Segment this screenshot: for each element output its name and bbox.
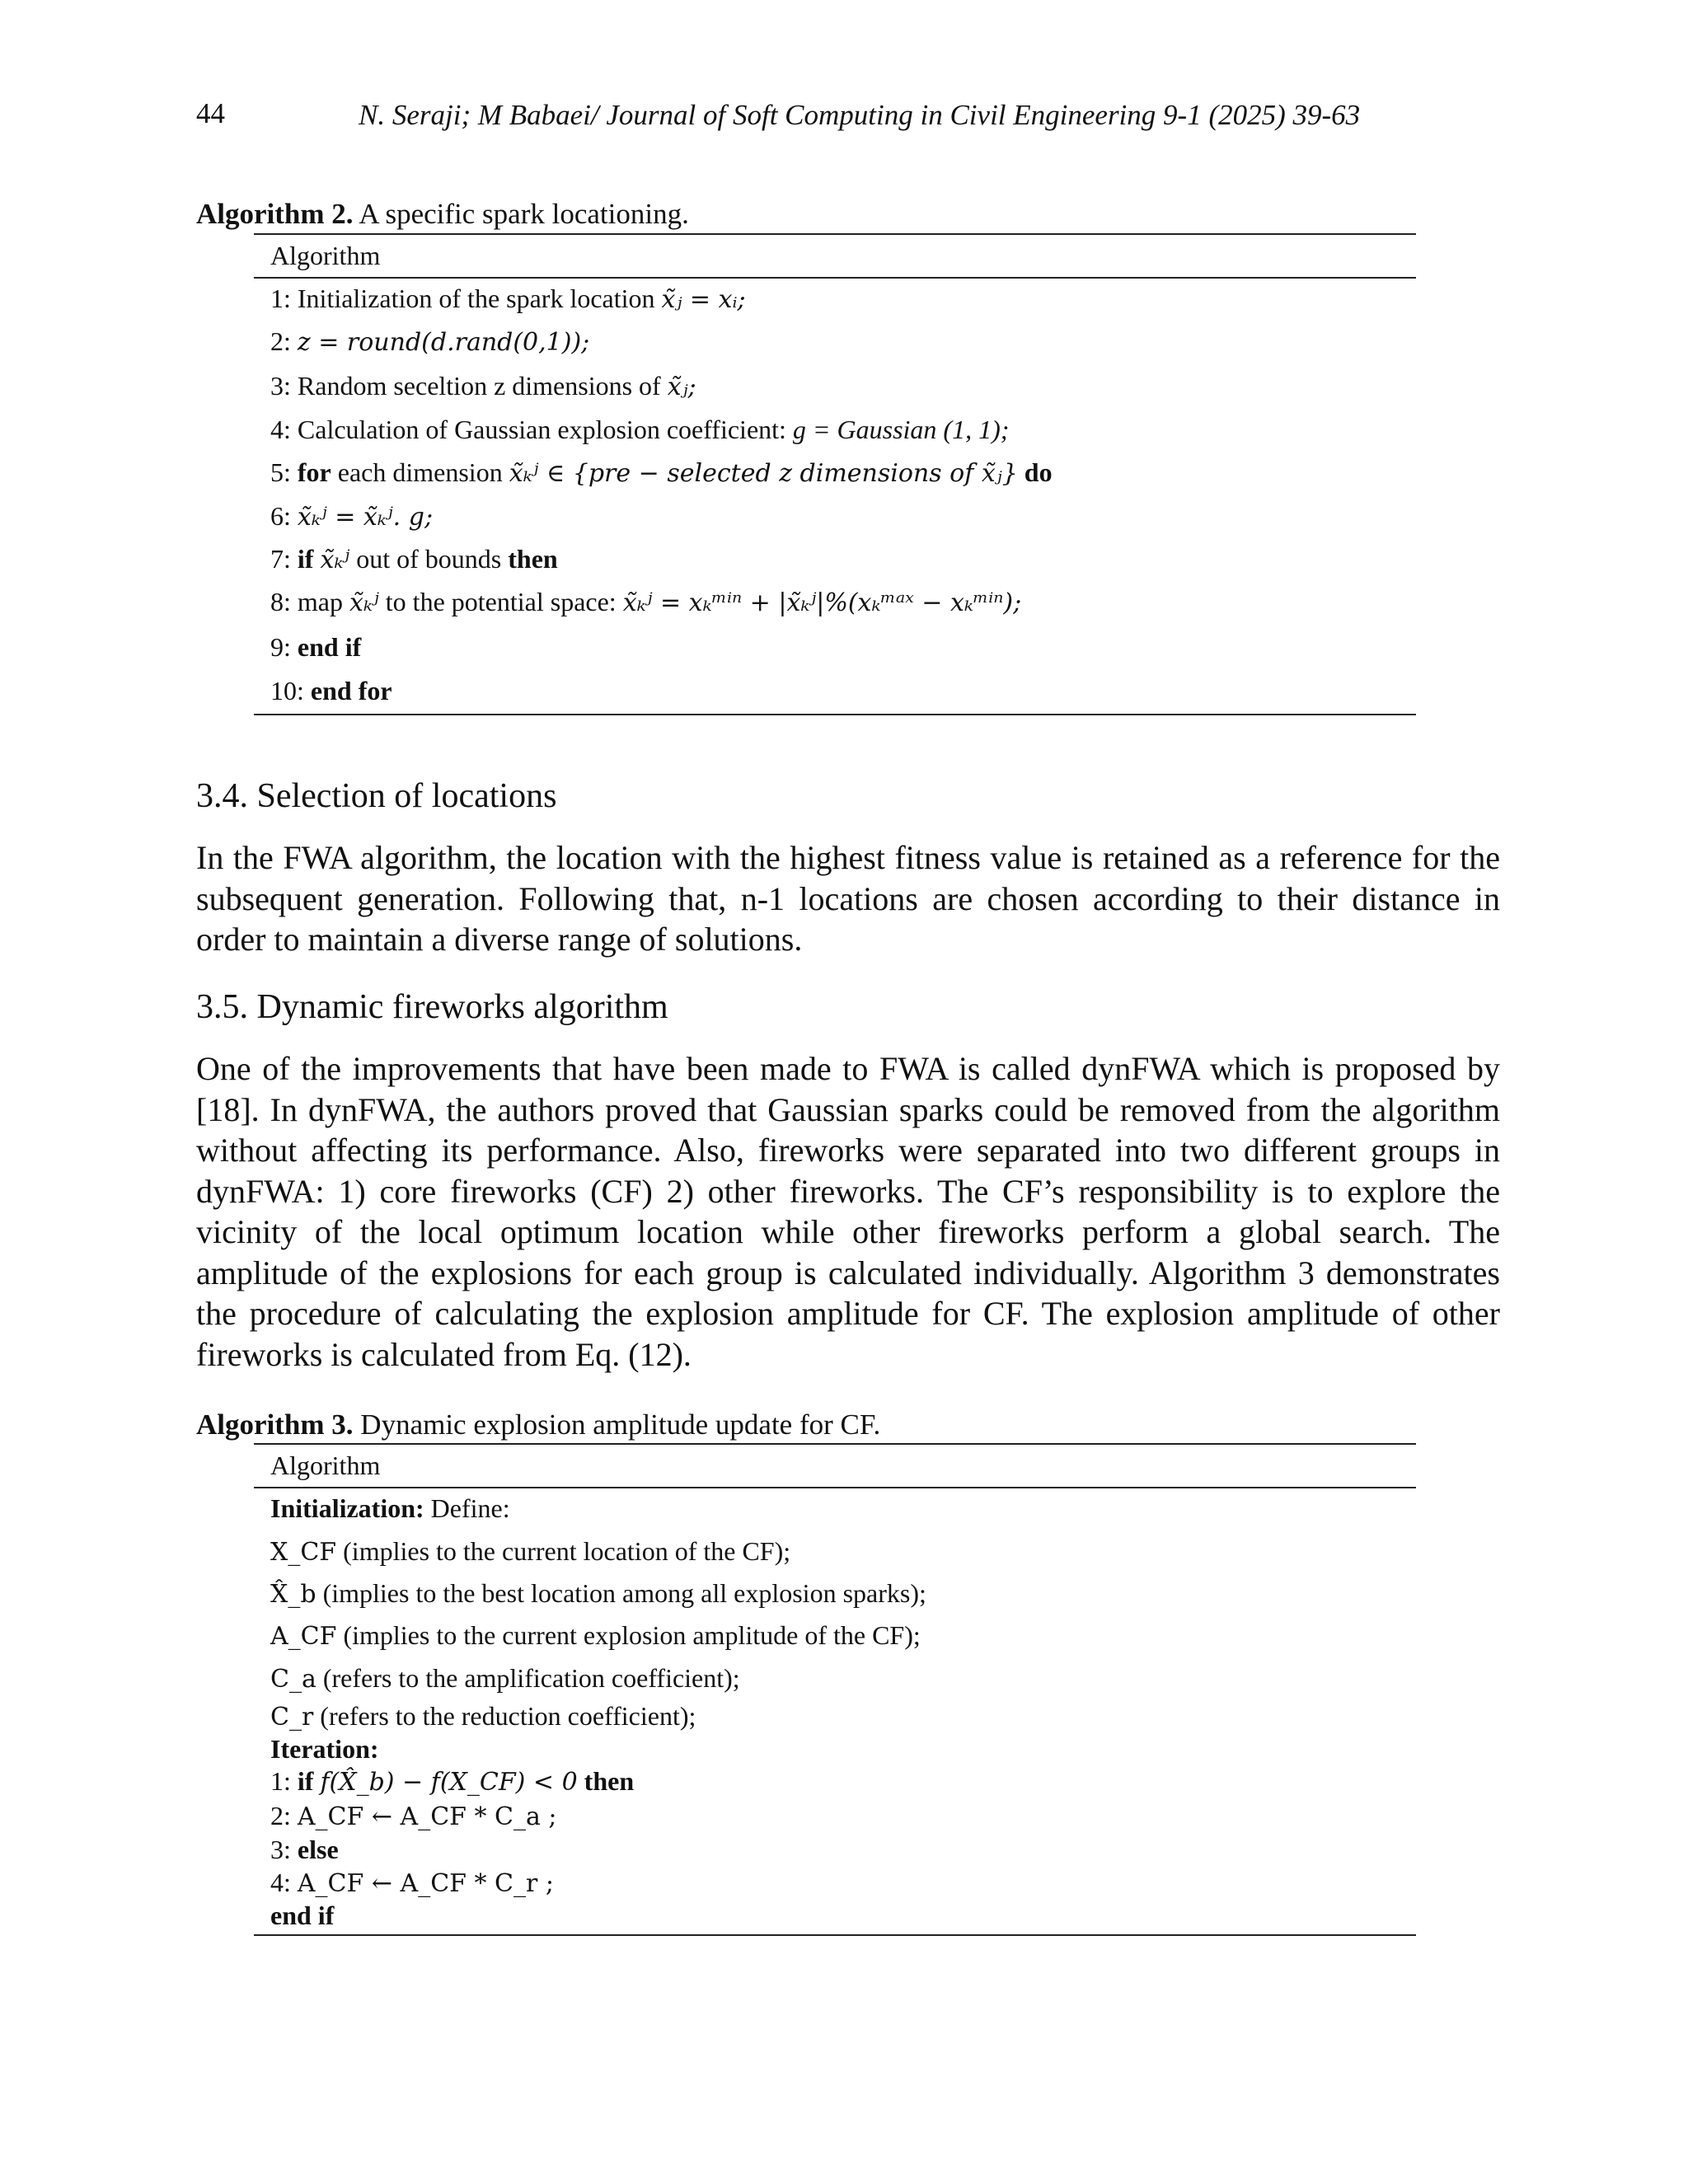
alg2-line-4: [270, 415, 1009, 445]
keyword-if: if: [297, 1766, 314, 1796]
algorithm-3-column-header: Algorithm: [270, 1451, 381, 1480]
alg3-iter-1: [270, 1766, 634, 1797]
alg3-iter-3: [270, 1835, 339, 1865]
line-prefix: 2:: [270, 326, 291, 356]
table-header-rule: [254, 277, 1416, 279]
line-text: 8: map: [270, 587, 343, 616]
alg3-def-ca: [270, 1663, 740, 1694]
alg3-def-cr: [270, 1701, 696, 1732]
line-text: (refers to the reduction coefficient);: [320, 1701, 696, 1731]
keyword-do: do: [1024, 457, 1053, 487]
alg2-line-1: [270, 284, 746, 314]
alg2-line-8: [270, 587, 1021, 617]
keyword-end-for: end for: [310, 676, 392, 705]
table-bottom-rule: [254, 714, 1416, 715]
section-3-4-heading: 3.4. Selection of locations: [196, 777, 557, 815]
line-math-2: x̃ₖʲ = xₖᵐⁱⁿ + |x̃ₖʲ|%(xₖᵐᵃˣ − xₖᵐⁱⁿ);: [622, 588, 1022, 617]
table-bottom-rule: [254, 1934, 1416, 1936]
line-math: z = round(d.rand(0,1));: [297, 328, 590, 357]
line-prefix: 10:: [270, 676, 304, 705]
caption-label: Algorithm 2.: [196, 198, 354, 230]
line-math: g = Gaussian (1, 1);: [792, 415, 1010, 444]
alg2-line-7: [270, 544, 558, 574]
symbol: A_CF: [270, 1622, 337, 1651]
alg3-iteration-label: [270, 1734, 379, 1765]
keyword-end-if: end if: [270, 1900, 335, 1930]
alg2-line-6: [270, 501, 433, 532]
page-number: 44: [196, 97, 225, 129]
line-math: f(X̂_b) − f(X_CF) < 0: [320, 1768, 578, 1797]
line-math: x̃ⱼ = xᵢ;: [661, 285, 746, 314]
table-top-rule: [254, 1443, 1416, 1445]
line-text: Define:: [430, 1493, 510, 1523]
alg2-line-5: [270, 457, 1053, 488]
table-top-rule: [254, 233, 1416, 235]
line-text: 1: Initialization of the spark location: [270, 284, 655, 313]
table-header-rule: [254, 1487, 1416, 1488]
line-text: (implies to the current location of the CF);: [343, 1536, 791, 1566]
keyword-end-if: end if: [297, 632, 362, 662]
line-text-2: to the potential space:: [385, 587, 617, 616]
line-text: (refers to the amplification coefficient);: [322, 1663, 740, 1693]
alg3-iter-4: [270, 1868, 554, 1898]
line-prefix: 1:: [270, 1766, 291, 1796]
caption-label: Algorithm 3.: [196, 1408, 354, 1441]
alg3-def-xcf: [270, 1536, 790, 1567]
running-header: N. Seraji; M Babaei/ Journal of Soft Computing in Civil Engineering 9-1 (2025) 39-63: [359, 99, 1361, 131]
algorithm-2-column-header: Algorithm: [270, 241, 381, 270]
alg3-init-line: [270, 1493, 510, 1524]
line-text: (implies to the best location among all explosion sparks);: [322, 1578, 926, 1608]
alg2-line-9: [270, 632, 361, 663]
line-math: x̃ₖʲ = x̃ₖʲ. g;: [297, 503, 434, 532]
line-text: each dimension: [337, 457, 503, 487]
algorithm-2-caption: [196, 198, 689, 231]
alg2-line-10: [270, 676, 392, 706]
line-prefix: 9:: [270, 632, 291, 662]
line-math: A_CF ← A_CF * C_r ;: [297, 1869, 554, 1898]
line-text: out of bounds: [356, 544, 502, 574]
caption-text: Dynamic explosion amplitude update for CF.: [360, 1408, 881, 1441]
section-3-4-paragraph: In the FWA algorithm, the location with the highest fitness value is retained as a reference for the subsequent generation. Following that, n-1 locations are chosen according to their distance in order to maintain a diverse range of solutions.: [196, 839, 1500, 958]
line-prefix: 3:: [270, 1835, 291, 1864]
section-3-5-heading: 3.5. Dynamic fireworks algorithm: [196, 988, 668, 1026]
alg2-line-2: [270, 326, 589, 357]
alg3-iter-end: [270, 1900, 334, 1931]
line-math: A_CF ← A_CF * C_a ;: [297, 1802, 557, 1831]
line-prefix: 6:: [270, 501, 291, 531]
algorithm-3-caption: [196, 1408, 880, 1441]
symbol: C_r: [270, 1703, 314, 1732]
alg3-def-xb: [270, 1578, 926, 1609]
line-prefix: 5:: [270, 457, 291, 487]
line-prefix: 7:: [270, 544, 291, 574]
section-3-5-paragraph: One of the improvements that have been made to FWA is called dynFWA which is proposed by [18]. In dynFWA, the authors proved that Gaussian sparks could be removed from the algorithm without affecting its performance. Also, fireworks were separated into two different groups in dynFWA: 1) core fireworks (CF) 2) other fireworks. The CF’s responsibility is to explore the vicinity of the local optimum location while other fireworks perform a global search. The amplitude of the explosions for each group is calculated individually. Algorithm 3 demonstrates the procedure of calculating the explosion amplitude for CF. The explosion amplitude of other fireworks is calculated from Eq. (12).: [196, 1050, 1500, 1373]
line-text: 3: Random seceltion z dimensions of: [270, 371, 661, 401]
symbol: C_a: [270, 1665, 316, 1694]
line-math: x̃ₖʲ ∈ {pre − selected z dimensions of x̃ⱼ}: [509, 459, 1018, 488]
keyword-iteration: Iteration:: [270, 1734, 379, 1764]
symbol: X̂_b: [270, 1580, 316, 1609]
line-math: x̃ₖʲ: [349, 588, 379, 617]
keyword-else: else: [297, 1835, 339, 1864]
line-text: 4: Calculation of Gaussian explosion coefficient:: [270, 415, 786, 444]
keyword-for: for: [297, 457, 331, 487]
alg3-def-acf: [270, 1620, 921, 1651]
symbol: X_CF: [270, 1538, 337, 1567]
line-prefix: 2:: [270, 1801, 291, 1830]
line-math: x̃ⱼ;: [667, 373, 696, 401]
keyword-then: then: [584, 1766, 635, 1796]
keyword-then: then: [508, 544, 558, 574]
alg3-iter-2: [270, 1801, 557, 1831]
caption-text: A specific spark locationing.: [359, 198, 689, 230]
keyword-initialization: Initialization:: [270, 1493, 424, 1523]
line-text: (implies to the current explosion amplitude of the CF);: [343, 1620, 921, 1650]
alg2-line-3: [270, 371, 696, 401]
line-prefix: 4:: [270, 1868, 291, 1897]
line-math: x̃ₖʲ: [320, 546, 350, 574]
keyword-if: if: [297, 544, 314, 574]
